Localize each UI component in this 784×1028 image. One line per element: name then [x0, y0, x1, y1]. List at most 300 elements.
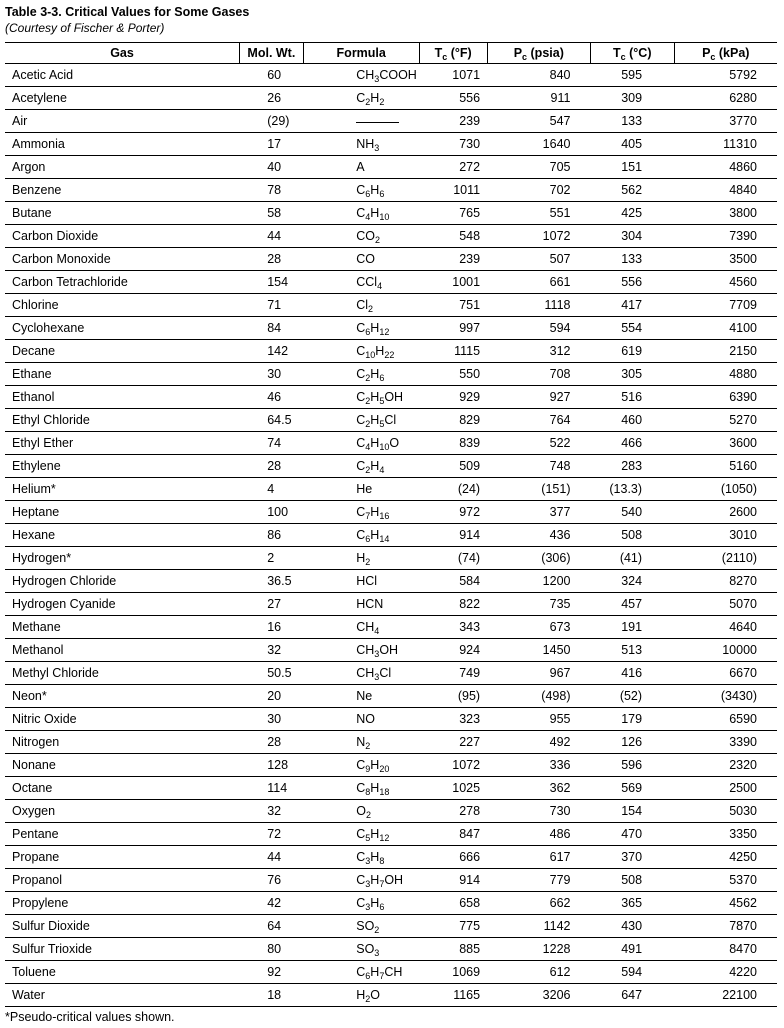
cell-mol-wt	[240, 892, 304, 915]
cell-tc-f: 822	[419, 593, 487, 616]
cell-pc-kpa: 4100	[674, 317, 777, 340]
cell-formula: $C_6H_6$	[303, 179, 419, 202]
cell-mol-wt	[240, 777, 304, 800]
cell-tc-f: 666	[419, 846, 487, 869]
cell-tc-c: 425	[590, 202, 674, 225]
cell-tc-f: 749	[419, 662, 487, 685]
cell-pc-kpa: 2150	[674, 340, 777, 363]
cell-formula: $C_6H_{14}$	[303, 524, 419, 547]
cell-mol-wt	[240, 133, 304, 156]
cell-gas: Decane	[5, 340, 240, 363]
cell-pc-psia: 336	[487, 754, 590, 777]
mol-wt-value: 42	[267, 896, 282, 910]
table-row	[5, 386, 777, 409]
cell-formula: $CH_3COOH$	[303, 64, 419, 87]
cell-pc-kpa: 3010	[674, 524, 777, 547]
mol-wt-value: 100	[267, 505, 289, 519]
cell-mol-wt	[240, 432, 304, 455]
table-row	[5, 87, 777, 110]
header-mol-wt: Mol. Wt.	[240, 43, 304, 64]
cell-formula: $Cl_2$	[303, 294, 419, 317]
cell-pc-kpa: 5070	[674, 593, 777, 616]
cell-mol-wt	[240, 225, 304, 248]
cell-tc-f: 924	[419, 639, 487, 662]
cell-gas: Methyl Chloride	[5, 662, 240, 685]
cell-formula: $N_2$	[303, 731, 419, 754]
footnote: *Pseudo-critical values shown.	[5, 1010, 175, 1024]
cell-tc-f: 1072	[419, 754, 487, 777]
cell-mol-wt	[240, 87, 304, 110]
table-row	[5, 317, 777, 340]
cell-mol-wt	[240, 938, 304, 961]
cell-tc-c: 470	[590, 823, 674, 846]
mol-wt-value: 2	[267, 551, 275, 565]
cell-tc-c: 133	[590, 110, 674, 133]
cell-pc-psia: 673	[487, 616, 590, 639]
cell-pc-kpa: 5160	[674, 455, 777, 478]
cell-formula: $C_4H_{10}O$	[303, 432, 419, 455]
cell-formula: $C_2H_4$	[303, 455, 419, 478]
mol-wt-value: 46	[267, 390, 282, 404]
mol-wt-value: 84	[267, 321, 282, 335]
mol-wt-value: 92	[267, 965, 282, 979]
table-row	[5, 570, 777, 593]
cell-gas: Pentane	[5, 823, 240, 846]
document-page	[5, 5, 777, 1024]
cell-pc-psia: 748	[487, 455, 590, 478]
cell-formula: A	[303, 156, 419, 179]
cell-pc-psia: 617	[487, 846, 590, 869]
table-row	[5, 915, 777, 938]
cell-gas: Ethyl Chloride	[5, 409, 240, 432]
cell-tc-c: 554	[590, 317, 674, 340]
mol-wt-value: 20	[267, 689, 282, 703]
cell-pc-kpa: 3600	[674, 432, 777, 455]
cell-gas: Nitrogen	[5, 731, 240, 754]
table-row	[5, 64, 777, 87]
cell-formula: $C_6H_7CH$	[303, 961, 419, 984]
cell-tc-c: 596	[590, 754, 674, 777]
cell-tc-f: 1001	[419, 271, 487, 294]
cell-tc-c: 151	[590, 156, 674, 179]
table-row	[5, 524, 777, 547]
cell-formula: $C_3H_8$	[303, 846, 419, 869]
cell-gas: Sulfur Trioxide	[5, 938, 240, 961]
cell-pc-psia: 507	[487, 248, 590, 271]
cell-tc-f: 929	[419, 386, 487, 409]
cell-gas: Benzene	[5, 179, 240, 202]
cell-formula: $C_8H_{18}$	[303, 777, 419, 800]
cell-pc-kpa: 7390	[674, 225, 777, 248]
cell-formula: $CH_3OH$	[303, 639, 419, 662]
mol-wt-value: 28	[267, 735, 282, 749]
mol-wt-value: 44	[267, 850, 282, 864]
table-row	[5, 823, 777, 846]
cell-mol-wt	[240, 179, 304, 202]
table-row	[5, 501, 777, 524]
cell-mol-wt	[240, 593, 304, 616]
mol-wt-value: 50.5	[267, 666, 292, 680]
cell-formula: $C_2H_2$	[303, 87, 419, 110]
cell-gas: Nitric Oxide	[5, 708, 240, 731]
cell-pc-psia: 840	[487, 64, 590, 87]
cell-mol-wt	[240, 823, 304, 846]
cell-mol-wt	[240, 662, 304, 685]
cell-tc-c: 466	[590, 432, 674, 455]
cell-pc-psia: 779	[487, 869, 590, 892]
cell-formula: $CH_3Cl$	[303, 662, 419, 685]
cell-formula: $C_3H_7OH$	[303, 869, 419, 892]
cell-tc-c: 594	[590, 961, 674, 984]
mol-wt-value: 114	[267, 781, 288, 795]
mol-wt-value: 4	[267, 482, 275, 496]
cell-gas: Propylene	[5, 892, 240, 915]
cell-tc-c: 405	[590, 133, 674, 156]
cell-pc-kpa: 3500	[674, 248, 777, 271]
cell-formula: $C_6H_{12}$	[303, 317, 419, 340]
cell-mol-wt	[240, 409, 304, 432]
table-row	[5, 846, 777, 869]
cell-tc-f: 556	[419, 87, 487, 110]
cell-formula: $C_2H_5OH$	[303, 386, 419, 409]
cell-formula	[303, 110, 419, 133]
cell-formula: $C_{10}H_{22}$	[303, 340, 419, 363]
cell-tc-c: 491	[590, 938, 674, 961]
mol-wt-value: 32	[267, 643, 282, 657]
cell-pc-kpa: (1050)	[674, 478, 777, 501]
cell-tc-c: 305	[590, 363, 674, 386]
cell-tc-f: 751	[419, 294, 487, 317]
cell-mol-wt	[240, 317, 304, 340]
cell-mol-wt	[240, 524, 304, 547]
table-body	[5, 64, 777, 1007]
cell-pc-kpa: 4562	[674, 892, 777, 915]
cell-pc-kpa: (3430)	[674, 685, 777, 708]
cell-gas: Propanol	[5, 869, 240, 892]
cell-pc-kpa: 11310	[674, 133, 777, 156]
cell-pc-kpa: 5030	[674, 800, 777, 823]
table-row	[5, 731, 777, 754]
cell-pc-psia: 1072	[487, 225, 590, 248]
cell-tc-f: 343	[419, 616, 487, 639]
cell-pc-kpa: 5270	[674, 409, 777, 432]
table-row	[5, 156, 777, 179]
table-row	[5, 133, 777, 156]
cell-pc-psia: 661	[487, 271, 590, 294]
mol-wt-value: 64	[267, 919, 282, 933]
cell-tc-c: 457	[590, 593, 674, 616]
cell-pc-kpa: 4640	[674, 616, 777, 639]
cell-formula: HCN	[303, 593, 419, 616]
cell-pc-kpa: 2500	[674, 777, 777, 800]
cell-gas: Nonane	[5, 754, 240, 777]
cell-tc-c: (52)	[590, 685, 674, 708]
cell-tc-f: 272	[419, 156, 487, 179]
table-row	[5, 225, 777, 248]
cell-tc-f: (24)	[419, 478, 487, 501]
cell-pc-psia: 3206	[487, 984, 590, 1007]
cell-gas: Neon*	[5, 685, 240, 708]
table-row	[5, 869, 777, 892]
cell-gas: Air	[5, 110, 240, 133]
cell-gas: Ethyl Ether	[5, 432, 240, 455]
cell-pc-psia: 492	[487, 731, 590, 754]
cell-pc-psia: 735	[487, 593, 590, 616]
cell-tc-c: (41)	[590, 547, 674, 570]
table-row	[5, 363, 777, 386]
table-row	[5, 455, 777, 478]
cell-mol-wt	[240, 202, 304, 225]
cell-tc-c: 430	[590, 915, 674, 938]
cell-tc-f: 847	[419, 823, 487, 846]
cell-pc-psia: 1142	[487, 915, 590, 938]
cell-gas: Methanol	[5, 639, 240, 662]
cell-mol-wt	[240, 547, 304, 570]
cell-tc-f: 658	[419, 892, 487, 915]
cell-pc-psia: 486	[487, 823, 590, 846]
cell-mol-wt	[240, 386, 304, 409]
cell-pc-kpa: 8470	[674, 938, 777, 961]
mol-wt-value: 28	[267, 252, 282, 266]
header-pc-kpa: $P_c$ (kPa)	[674, 43, 777, 64]
cell-gas: Ammonia	[5, 133, 240, 156]
cell-mol-wt	[240, 616, 304, 639]
table-row	[5, 800, 777, 823]
mol-wt-value: 36.5	[267, 574, 292, 588]
cell-formula: $H_2O$	[303, 984, 419, 1007]
cell-mol-wt	[240, 110, 304, 133]
cell-pc-psia: 612	[487, 961, 590, 984]
mol-wt-value: 40	[267, 160, 282, 174]
cell-pc-psia: 1228	[487, 938, 590, 961]
mol-wt-value: 154	[267, 275, 289, 289]
header-formula: Formula	[303, 43, 419, 64]
cell-pc-kpa: 4250	[674, 846, 777, 869]
cell-mol-wt	[240, 869, 304, 892]
cell-pc-kpa: 3800	[674, 202, 777, 225]
cell-tc-c: 508	[590, 524, 674, 547]
cell-gas: Oxygen	[5, 800, 240, 823]
cell-pc-kpa: 5370	[674, 869, 777, 892]
cell-gas: Propane	[5, 846, 240, 869]
cell-pc-psia: 377	[487, 501, 590, 524]
table-row	[5, 340, 777, 363]
cell-mol-wt	[240, 915, 304, 938]
table-row	[5, 409, 777, 432]
cell-mol-wt	[240, 156, 304, 179]
cell-pc-psia: 764	[487, 409, 590, 432]
cell-gas: Hydrogen*	[5, 547, 240, 570]
cell-pc-psia: 1450	[487, 639, 590, 662]
mol-wt-value: (29)	[267, 114, 290, 128]
cell-gas: Heptane	[5, 501, 240, 524]
cell-gas: Toluene	[5, 961, 240, 984]
mol-wt-value: 142	[267, 344, 289, 358]
cell-gas: Acetic Acid	[5, 64, 240, 87]
cell-tc-c: 126	[590, 731, 674, 754]
cell-gas: Cyclohexane	[5, 317, 240, 340]
table-row	[5, 593, 777, 616]
cell-tc-f: 914	[419, 524, 487, 547]
cell-mol-wt	[240, 708, 304, 731]
cell-mol-wt	[240, 340, 304, 363]
cell-tc-c: 324	[590, 570, 674, 593]
header-tc-f: $T_c$ (°F)	[419, 43, 487, 64]
table-row	[5, 432, 777, 455]
cell-tc-c: 283	[590, 455, 674, 478]
cell-gas: Chlorine	[5, 294, 240, 317]
mol-wt-value: 78	[267, 183, 282, 197]
cell-tc-c: 416	[590, 662, 674, 685]
cell-mol-wt	[240, 984, 304, 1007]
cell-formula: $O_2$	[303, 800, 419, 823]
mol-wt-value: 30	[267, 367, 282, 381]
cell-pc-kpa: 4880	[674, 363, 777, 386]
cell-mol-wt	[240, 731, 304, 754]
formula-dash	[356, 122, 399, 123]
cell-pc-kpa: 2320	[674, 754, 777, 777]
cell-formula: $CH_4$	[303, 616, 419, 639]
cell-mol-wt	[240, 455, 304, 478]
cell-formula: $C_7H_{16}$	[303, 501, 419, 524]
cell-pc-kpa: 4220	[674, 961, 777, 984]
cell-pc-kpa: 6280	[674, 87, 777, 110]
table-row	[5, 754, 777, 777]
cell-mol-wt	[240, 271, 304, 294]
cell-formula: HCl	[303, 570, 419, 593]
header-tc-c: $T_c$ (°C)	[590, 43, 674, 64]
table-row	[5, 984, 777, 1007]
cell-pc-psia: 967	[487, 662, 590, 685]
cell-mol-wt	[240, 754, 304, 777]
cell-tc-f: 1025	[419, 777, 487, 800]
header-pc-psia: $P_c$ (psia)	[487, 43, 590, 64]
header-row	[5, 43, 777, 64]
cell-pc-kpa: 4560	[674, 271, 777, 294]
cell-tc-f: 323	[419, 708, 487, 731]
cell-tc-f: (74)	[419, 547, 487, 570]
cell-tc-f: 914	[419, 869, 487, 892]
cell-gas: Carbon Monoxide	[5, 248, 240, 271]
cell-tc-f: 997	[419, 317, 487, 340]
mol-wt-value: 18	[267, 988, 282, 1002]
cell-tc-f: 1011	[419, 179, 487, 202]
cell-pc-psia: (498)	[487, 685, 590, 708]
cell-pc-psia: 1640	[487, 133, 590, 156]
cell-pc-kpa: 7709	[674, 294, 777, 317]
cell-pc-psia: 312	[487, 340, 590, 363]
cell-gas: Ethanol	[5, 386, 240, 409]
header-gas: Gas	[5, 43, 240, 64]
mol-wt-value: 76	[267, 873, 282, 887]
cell-tc-f: 278	[419, 800, 487, 823]
cell-formula: $C_3H_6$	[303, 892, 419, 915]
cell-tc-c: 133	[590, 248, 674, 271]
cell-formula: $C_5H_{12}$	[303, 823, 419, 846]
cell-pc-psia: 708	[487, 363, 590, 386]
cell-gas: Acetylene	[5, 87, 240, 110]
cell-tc-f: 885	[419, 938, 487, 961]
cell-mol-wt	[240, 570, 304, 593]
cell-pc-kpa: 10000	[674, 639, 777, 662]
table-row	[5, 892, 777, 915]
cell-formula: $SO_2$	[303, 915, 419, 938]
mol-wt-value: 80	[267, 942, 282, 956]
cell-formula: Ne	[303, 685, 419, 708]
cell-tc-f: 765	[419, 202, 487, 225]
cell-gas: Sulfur Dioxide	[5, 915, 240, 938]
cell-tc-f: 584	[419, 570, 487, 593]
cell-mol-wt	[240, 478, 304, 501]
table-row	[5, 685, 777, 708]
mol-wt-value: 71	[267, 298, 282, 312]
cell-pc-psia: (306)	[487, 547, 590, 570]
cell-tc-f: 839	[419, 432, 487, 455]
cell-formula: $C_4H_{10}$	[303, 202, 419, 225]
cell-tc-f: 730	[419, 133, 487, 156]
cell-formula: $NH_3$	[303, 133, 419, 156]
cell-pc-kpa: 6390	[674, 386, 777, 409]
cell-tc-c: 540	[590, 501, 674, 524]
table-row	[5, 271, 777, 294]
cell-pc-psia: 1200	[487, 570, 590, 593]
cell-gas: Helium*	[5, 478, 240, 501]
table-row	[5, 478, 777, 501]
cell-pc-kpa: 6670	[674, 662, 777, 685]
cell-tc-f: (95)	[419, 685, 487, 708]
cell-tc-c: 309	[590, 87, 674, 110]
table-row	[5, 961, 777, 984]
cell-pc-kpa: (2110)	[674, 547, 777, 570]
cell-pc-kpa: 22100	[674, 984, 777, 1007]
cell-tc-c: 508	[590, 869, 674, 892]
cell-gas: Argon	[5, 156, 240, 179]
cell-tc-c: 191	[590, 616, 674, 639]
cell-pc-kpa: 6590	[674, 708, 777, 731]
mol-wt-value: 28	[267, 459, 282, 473]
cell-pc-kpa: 3390	[674, 731, 777, 754]
cell-tc-c: 556	[590, 271, 674, 294]
cell-tc-c: 619	[590, 340, 674, 363]
critical-values-table	[5, 42, 777, 1007]
mol-wt-value: 17	[267, 137, 282, 151]
table-row	[5, 547, 777, 570]
cell-pc-psia: 551	[487, 202, 590, 225]
mol-wt-value: 58	[267, 206, 282, 220]
cell-mol-wt	[240, 363, 304, 386]
cell-pc-kpa: 4840	[674, 179, 777, 202]
cell-formula: He	[303, 478, 419, 501]
cell-pc-kpa: 3770	[674, 110, 777, 133]
cell-tc-c: 562	[590, 179, 674, 202]
cell-mol-wt	[240, 501, 304, 524]
cell-mol-wt	[240, 639, 304, 662]
table-row	[5, 777, 777, 800]
cell-tc-c: 647	[590, 984, 674, 1007]
cell-tc-f: 775	[419, 915, 487, 938]
cell-tc-f: 972	[419, 501, 487, 524]
cell-pc-kpa: 8270	[674, 570, 777, 593]
cell-tc-c: (13.3)	[590, 478, 674, 501]
cell-gas: Hexane	[5, 524, 240, 547]
cell-tc-c: 460	[590, 409, 674, 432]
cell-tc-f: 550	[419, 363, 487, 386]
cell-gas: Carbon Dioxide	[5, 225, 240, 248]
cell-pc-psia: 911	[487, 87, 590, 110]
cell-mol-wt	[240, 800, 304, 823]
cell-pc-psia: 705	[487, 156, 590, 179]
cell-pc-psia: 927	[487, 386, 590, 409]
